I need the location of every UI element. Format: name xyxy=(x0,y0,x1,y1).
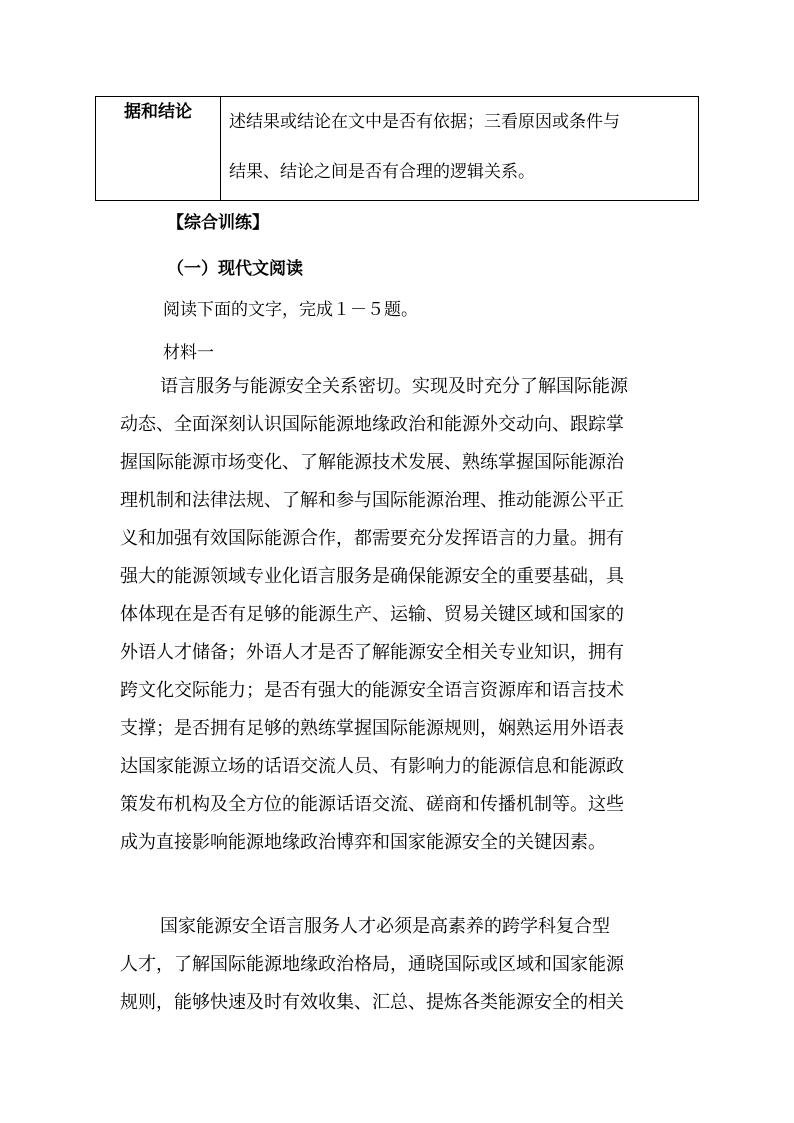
table-row xyxy=(96,97,699,201)
paragraph-line: 义和加强有效国际能源合作，都需要充分发挥语言的力量。拥有 xyxy=(120,528,624,549)
paragraph-line: 外语人才储备；外语人才是否了解能源安全相关专业知识，拥有 xyxy=(120,642,624,663)
paragraph-1 xyxy=(120,368,680,862)
paragraph-line: 策发布机构及全方位的能源话语交流、磋商和传播机制等。这些 xyxy=(120,794,624,815)
table-text-cell xyxy=(221,97,699,201)
section-title: 【综合训练】 xyxy=(167,213,269,233)
paragraph-line: 国家能源安全语言服务人才必须是高素养的跨学科复合型 xyxy=(160,916,610,937)
table-text-line: 结果、结论之间是否有合理的逻辑关系。 xyxy=(229,162,535,182)
material-label: 材料一 xyxy=(163,343,214,363)
paragraph-line: 支撑；是否拥有足够的熟练掌握国际能源规则，娴熟运用外语表 xyxy=(120,718,624,739)
subsection-title: （一）现代文阅读 xyxy=(167,259,303,279)
paragraph-line: 语言服务与能源安全关系密切。实现及时充分了解国际能源 xyxy=(160,376,628,397)
paragraph-line: 人才，了解国际能源地缘政治格局，通晓国际或区域和国家能源 xyxy=(120,954,624,975)
table-label: 据和结论 xyxy=(124,102,192,122)
paragraph-line: 规则，能够快速及时有效收集、汇总、提炼各类能源安全的相关 xyxy=(120,992,624,1013)
table-text-line: 述结果或结论在文中是否有依据；三看原因或条件与 xyxy=(229,112,620,132)
paragraph-2 xyxy=(120,908,680,1022)
paragraph-line: 跨文化交际能力；是否有强大的能源安全语言资源库和语言技术 xyxy=(120,680,624,701)
paragraph-line: 动态、全面深刻认识国际能源地缘政治和能源外交动向、跟踪掌 xyxy=(120,414,624,435)
paragraph-line: 握国际能源市场变化、了解能源技术发展、熟练掌握国际能源治 xyxy=(120,452,624,473)
paragraph-line: 成为直接影响能源地缘政治博弈和国家能源安全的关键因素。 xyxy=(120,832,606,853)
paragraph-line: 理机制和法律法规、了解和参与国际能源治理、推动能源公平正 xyxy=(120,490,624,511)
table-label-cell xyxy=(96,97,221,201)
paragraph-line: 达国家能源立场的话语交流人员、有影响力的能源信息和能源政 xyxy=(120,756,624,777)
instruction-text: 阅读下面的文字，完成１－５题。 xyxy=(163,300,418,320)
paragraph-line: 体体现在是否有足够的能源生产、运输、贸易关键区域和国家的 xyxy=(120,604,624,625)
paragraph-line: 强大的能源领域专业化语言服务是确保能源安全的重要基础，具 xyxy=(120,566,624,587)
continuation-table xyxy=(95,96,699,201)
